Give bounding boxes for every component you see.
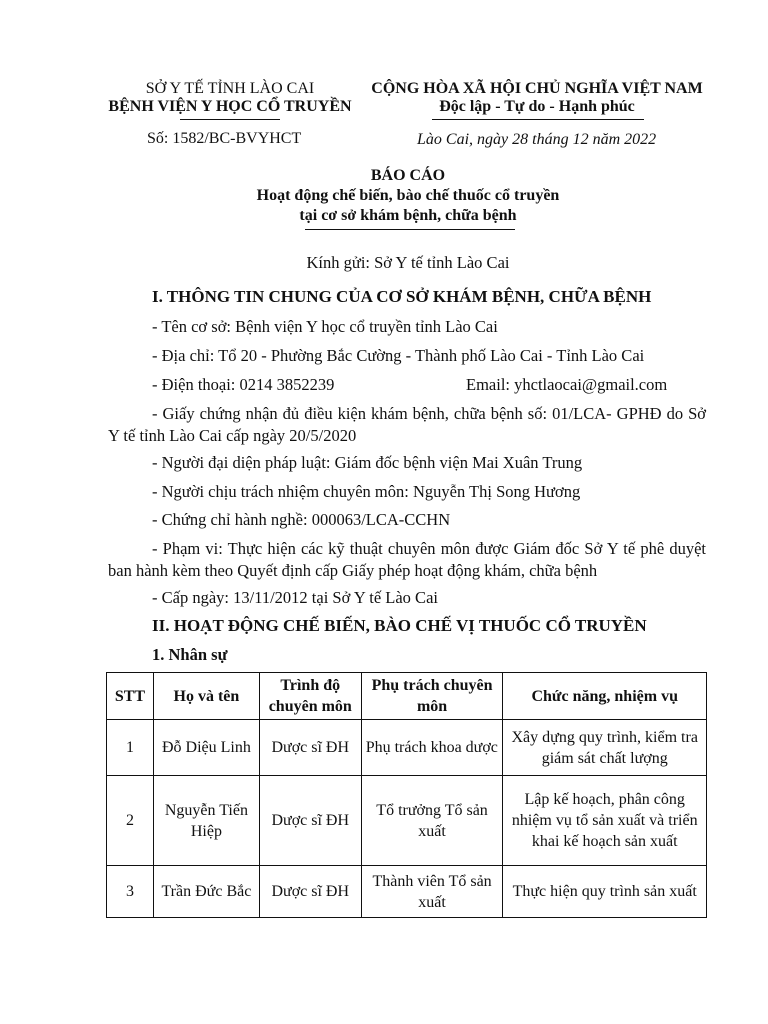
report-title: BÁO CÁO	[370, 167, 446, 184]
cell-role: Tổ trưởng Tổ sản xuất	[361, 776, 503, 866]
header-left-rule	[180, 119, 280, 120]
cell-role: Thành viên Tổ sản xuất	[361, 866, 503, 918]
department-name: SỞ Y TẾ TỈNH LÀO CAI	[145, 80, 315, 97]
cell-duty: Thực hiện quy trình sản xuất	[503, 866, 707, 918]
document-date: Lào Cai, ngày 28 tháng 12 năm 2022	[417, 131, 657, 148]
facility-email: Email: yhctlaocai@gmail.com	[466, 375, 668, 394]
legal-representative: - Người đại diện pháp luật: Giám đốc bệnh viện Mai Xuân Trung	[152, 453, 583, 472]
cell-name: Trần Đức Bắc	[153, 866, 259, 918]
table-row	[107, 866, 707, 918]
facility-address: - Địa chỉ: Tổ 20 - Phường Bắc Cường - Thành phố Lào Cai - Tỉnh Lào Cai	[152, 346, 645, 365]
responsible-person: - Người chịu trách nhiệm chuyên môn: Nguyễn Thị Song Hương	[152, 482, 581, 501]
staff-table	[106, 672, 707, 918]
document-number: Số: 1582/BC-BVYHCT	[147, 130, 302, 147]
header-stt: STT	[107, 673, 154, 720]
table-row	[107, 776, 707, 866]
header-role: Phụ trách chuyên môn	[361, 673, 503, 720]
cell-stt: 2	[107, 776, 154, 866]
facility-name: - Tên cơ sở: Bệnh viện Y học cổ truyền tỉnh Lào Cai	[152, 317, 498, 336]
practice-certificate: - Chứng chỉ hành nghề: 000063/LCA-CCHN	[152, 510, 451, 529]
table-row	[107, 720, 707, 776]
cell-level: Dược sĩ ĐH	[259, 866, 361, 918]
scope: - Phạm vi: Thực hiện các kỹ thuật chuyên môn được Giám đốc Sở Y tế phê duyệt ban hành kèm theo Quyết định cấp Giấy phép hoạt động khám, chữa bệnh	[108, 539, 706, 580]
title-rule	[305, 229, 515, 230]
cell-stt: 3	[107, 866, 154, 918]
header-level: Trình độ chuyên môn	[259, 673, 361, 720]
cell-level: Dược sĩ ĐH	[259, 776, 361, 866]
header-duty: Chức năng, nhiệm vụ	[503, 673, 707, 720]
section-2-heading: II. HOẠT ĐỘNG CHẾ BIẾN, BÀO CHẾ VỊ THUỐC CỔ TRUYỀN	[152, 616, 647, 635]
section-1-heading: I. THÔNG TIN CHUNG CỦA CƠ SỞ KHÁM BỆNH, CHỮA BỆNH	[152, 287, 652, 306]
subsection-staff: 1. Nhân sự	[152, 645, 228, 664]
cell-stt: 1	[107, 720, 154, 776]
cell-duty: Xây dựng quy trình, kiểm tra giám sát chất lượng	[503, 720, 707, 776]
header-right-rule	[432, 119, 644, 120]
motto: Độc lập - Tự do - Hạnh phúc	[439, 98, 635, 115]
country-name: CỘNG HÒA XÃ HỘI CHỦ NGHĨA VIỆT NAM	[371, 80, 703, 97]
report-subtitle-2: tại cơ sở khám bệnh, chữa bệnh	[299, 207, 517, 224]
header-name: Họ và tên	[153, 673, 259, 720]
table-header-row	[107, 673, 707, 720]
facility-phone: - Điện thoại: 0214 3852239	[152, 375, 335, 394]
cell-duty: Lập kế hoạch, phân công nhiệm vụ tổ sản xuất và triển khai kế hoạch sản xuất	[503, 776, 707, 866]
license-certificate: - Giấy chứng nhận đủ điều kiện khám bệnh, chữa bệnh số: 01/LCA- GPHĐ do Sở Y tế tỉnh Lào Cai cấp ngày 20/5/2020	[108, 404, 706, 445]
cell-name: Nguyễn Tiến Hiệp	[153, 776, 259, 866]
cell-role: Phụ trách khoa dược	[361, 720, 503, 776]
hospital-name: BỆNH VIỆN Y HỌC CỔ TRUYỀN	[108, 98, 352, 115]
cell-level: Dược sĩ ĐH	[259, 720, 361, 776]
report-subtitle-1: Hoạt động chế biến, bào chế thuốc cổ truyền	[256, 187, 560, 204]
issued-date: - Cấp ngày: 13/11/2012 tại Sở Y tế Lào Cai	[152, 588, 438, 607]
recipient: Kính gửi: Sở Y tế tỉnh Lào Cai	[306, 253, 510, 272]
cell-name: Đỗ Diệu Linh	[153, 720, 259, 776]
